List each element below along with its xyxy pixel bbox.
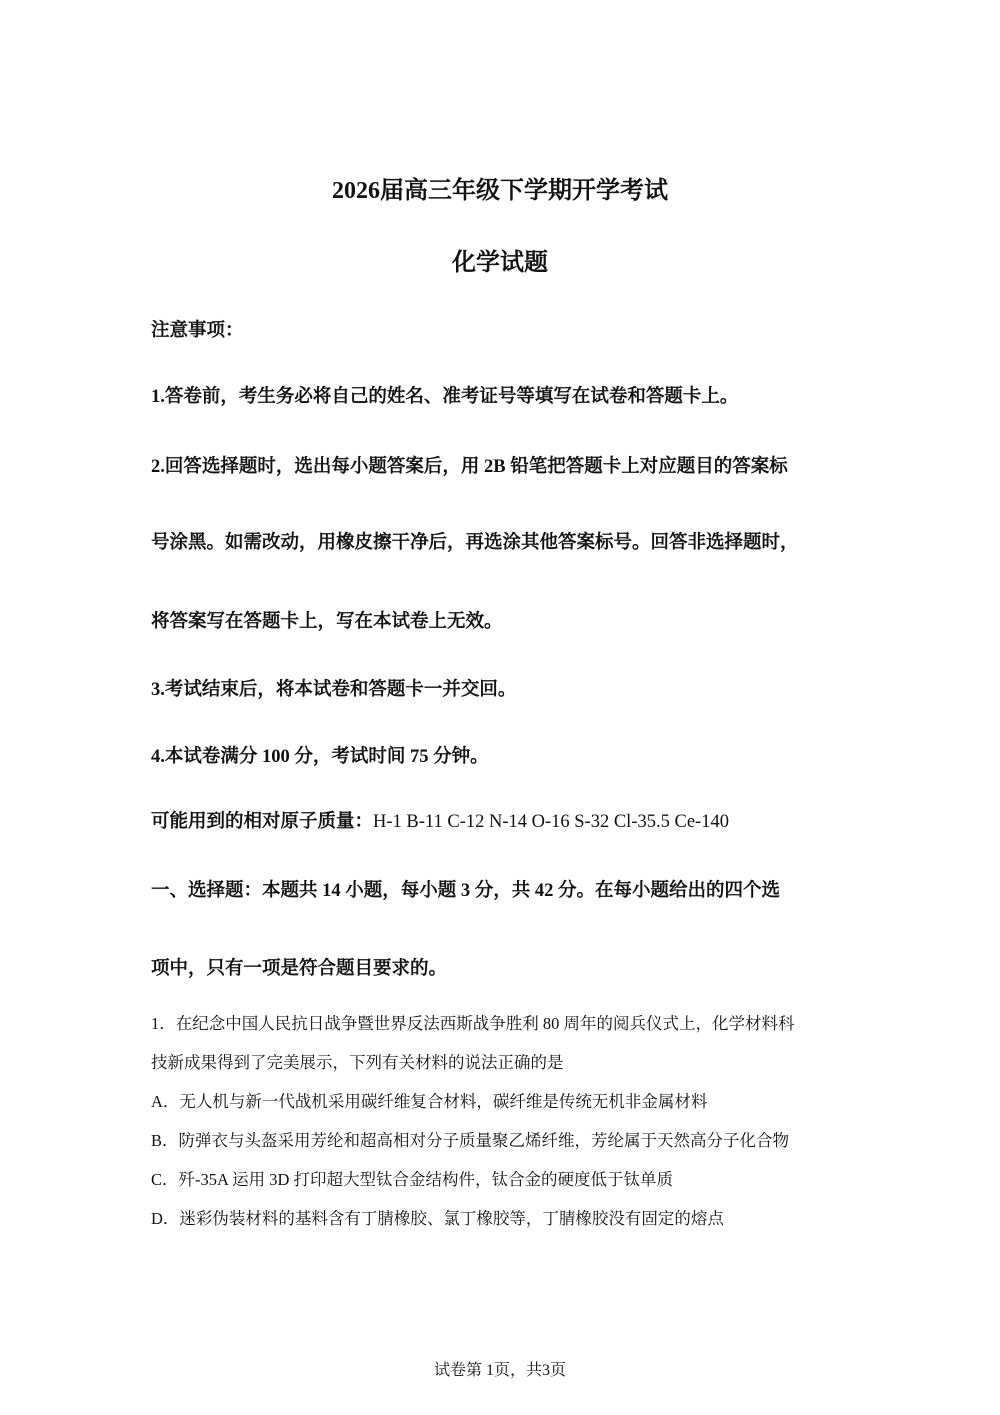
- atomic-mass-label: 可能用到的相对原子质量：: [151, 812, 374, 832]
- subject-title: 化学试题: [452, 250, 548, 276]
- question-1-option-d: D．迷彩伪装材料的基料含有丁腈橡胶、氯丁橡胶等，丁腈橡胶没有固定的熔点: [151, 1209, 724, 1228]
- atomic-mass-line: [151, 807, 729, 833]
- question-1-stem-line-1: 1．在纪念中国人民抗日战争暨世界反法西斯战争胜利 80 周年的阅兵仪式上，化学材料科: [151, 1014, 795, 1033]
- section-1-heading-line-1: 一、选择题：本题共 14 小题，每小题 3 分，共 42 分。在每小题给出的四个选: [151, 881, 781, 901]
- notice-item-3: 3.考试结束后，将本试卷和答题卡一并交回。: [151, 680, 517, 700]
- notice-item-2-line-1: 2.回答选择题时，选出每小题答案后，用 2B 铅笔把答题卡上对应题目的答案标: [151, 457, 788, 477]
- notice-heading: 注意事项：: [151, 321, 244, 341]
- question-1-option-b: B．防弹衣与头盔采用芳纶和超高相对分子质量聚乙烯纤维，芳纶属于天然高分子化合物: [151, 1131, 790, 1150]
- question-1-option-c: C．歼-35A 运用 3D 打印超大型钛合金结构件，钛合金的硬度低于钛单质: [151, 1170, 674, 1189]
- question-1-option-a: A．无人机与新一代战机采用碳纤维复合材料，碳纤维是传统无机非金属材料: [151, 1092, 708, 1111]
- section-1-heading-line-2: 项中，只有一项是符合题目要求的。: [151, 959, 448, 979]
- exam-title: 2026届高三年级下学期开学考试: [332, 178, 668, 204]
- notice-item-2-line-2: 号涂黑。如需改动，用橡皮擦干净后，再选涂其他答案标号。回答非选择题时，: [151, 533, 799, 553]
- question-1-stem-line-2: 技新成果得到了完美展示，下列有关材料的说法正确的是: [151, 1053, 564, 1072]
- notice-item-1: 1.答卷前，考生务必将自己的姓名、准考证号等填写在试卷和答题卡上。: [151, 387, 739, 407]
- page-footer: 试卷第 1页，共3页: [433, 1362, 566, 1379]
- notice-item-2-line-3: 将答案写在答题卡上，写在本试卷上无效。: [151, 612, 503, 632]
- notice-item-4: 4.本试卷满分 100 分，考试时间 75 分钟。: [151, 747, 489, 767]
- atomic-mass-values: H-1 B-11 C-12 N-14 O-16 S-32 Cl-35.5 Ce-140: [373, 812, 729, 832]
